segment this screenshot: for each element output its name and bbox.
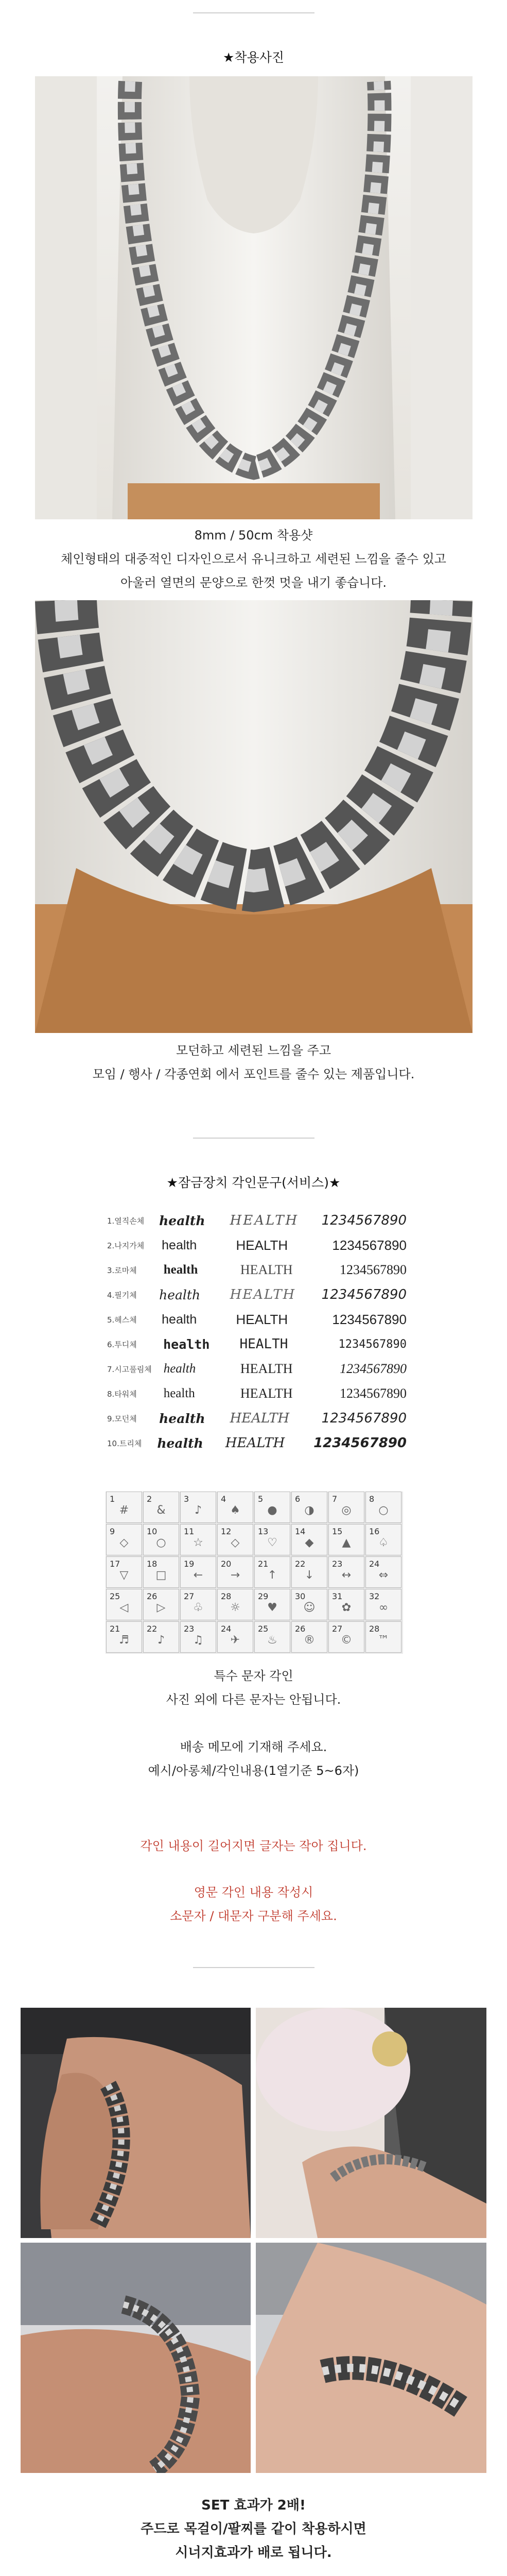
memo-line-1: 배송 메모에 기재해 주세요. [180, 1740, 327, 1754]
symbol-number: 8 [369, 1494, 375, 1504]
bracelet-photo-3 [21, 2243, 251, 2473]
sample-digits: 1234567890 [340, 1361, 407, 1376]
engraving-row [103, 1357, 407, 1381]
symbol-glyph: ⇔ [378, 1569, 389, 1582]
symbol-glyph: ▲ [342, 1536, 351, 1549]
sample-lower: health [163, 1336, 210, 1352]
font-number: 7.시고풀림체 [107, 1364, 152, 1374]
bracelet-photo-1 [21, 2008, 251, 2238]
font-number: 1.열직손체 [107, 1216, 145, 1226]
symbol-glyph: ● [267, 1504, 277, 1517]
caption-1-line-1: 8mm / 50cm 착용샷 [194, 528, 313, 543]
sample-digits: 1234567890 [321, 1411, 407, 1426]
symbol-number: 24 [369, 1559, 380, 1569]
symbol-cell [106, 1524, 142, 1555]
symbol-cell [254, 1524, 290, 1555]
symbol-cell [106, 1556, 142, 1588]
symbol-glyph: ♡ [267, 1536, 277, 1549]
symbol-glyph: ♨ [267, 1634, 277, 1647]
symbol-glyph: ✿ [341, 1601, 352, 1614]
symbol-glyph: ♪ [157, 1634, 165, 1647]
symbol-number: 25 [110, 1591, 120, 1601]
symbol-cell [328, 1524, 364, 1555]
engraving-table [103, 1208, 407, 1466]
sample-upper: HEALTH [230, 1213, 299, 1228]
engraving-row [103, 1406, 407, 1431]
symbol-cell [365, 1524, 401, 1555]
engraving-row [103, 1431, 407, 1455]
symbol-glyph: ♪ [194, 1504, 202, 1517]
symbol-number: 27 [332, 1624, 343, 1634]
symbol-number: 21 [258, 1559, 269, 1569]
symbol-cell [106, 1621, 142, 1653]
symbol-cell [217, 1621, 253, 1653]
symbol-cell [180, 1492, 216, 1523]
symbol-glyph: ▽ [119, 1569, 129, 1582]
symbol-glyph: ☺ [303, 1601, 316, 1614]
symbol-number: 10 [147, 1527, 158, 1536]
sample-digits: 1234567890 [321, 1287, 407, 1302]
sample-upper: HEALTH [240, 1386, 293, 1401]
symbol-glyph: ◇ [231, 1536, 240, 1549]
symbol-number: 26 [295, 1624, 306, 1634]
symbol-number: 21 [110, 1624, 120, 1634]
engraving-row [103, 1307, 407, 1332]
font-number: 6.투디체 [107, 1340, 137, 1349]
symbol-cell [254, 1556, 290, 1588]
symbol-cell [143, 1524, 179, 1555]
symbol-cell [328, 1621, 364, 1653]
font-number: 9.모던체 [107, 1414, 137, 1423]
sample-lower: health [163, 1362, 196, 1376]
symbol-glyph: & [156, 1504, 166, 1517]
symbol-glyph: ♥ [267, 1601, 277, 1614]
symbols-panel [106, 1492, 403, 1654]
symbol-cell [365, 1589, 401, 1620]
symbol-cell [291, 1589, 327, 1620]
sample-lower: health [163, 1263, 198, 1277]
symbol-glyph: ◆ [305, 1536, 314, 1549]
caption-1-line-2: 체인형태의 대중적인 디자인으로서 유니크하고 세련된 느낌을 줄수 있고 [61, 552, 446, 566]
bracelet-photo-4 [256, 2243, 486, 2473]
symbol-glyph: ▷ [156, 1601, 166, 1614]
symbol-glyph: ◑ [304, 1504, 314, 1517]
symbol-glyph: ♠ [230, 1504, 240, 1517]
symbol-number: 30 [295, 1591, 306, 1601]
symbol-number: 25 [258, 1624, 269, 1634]
symbol-cell [328, 1492, 364, 1523]
sample-digits: 1234567890 [332, 1311, 407, 1327]
symbol-number: 32 [369, 1591, 380, 1601]
sample-upper: HEALTH [230, 1411, 290, 1426]
symbol-number: 11 [184, 1527, 195, 1536]
symbol-cell [254, 1621, 290, 1653]
symbol-glyph: ♤ [378, 1536, 389, 1549]
engraving-title: ★잠금장치 각인문구(서비스)★ [166, 1175, 341, 1190]
section-title: ★착용사진 [222, 50, 284, 65]
symbol-glyph: ✈ [230, 1634, 240, 1647]
symbol-number: 28 [221, 1591, 232, 1601]
engraving-row [103, 1258, 407, 1282]
symbol-cell [254, 1492, 290, 1523]
bottom-divider [193, 1967, 314, 1968]
sample-digits: 1234567890 [338, 1337, 407, 1351]
symbol-glyph: ◇ [119, 1536, 129, 1549]
caption-1 [0, 523, 507, 595]
engraving-row [103, 1381, 407, 1406]
symbol-glyph: ○ [156, 1536, 166, 1549]
warn-line-2: 영문 각인 내용 작성시 [194, 1885, 313, 1900]
bracelet-photo-2 [256, 2008, 486, 2238]
symbol-number: 18 [147, 1559, 158, 1569]
font-number: 10.트리체 [107, 1438, 142, 1448]
symbol-number: 31 [332, 1591, 343, 1601]
set-line-3: 시너지효과가 배로 됩니다. [175, 2545, 332, 2561]
symbol-cell [180, 1621, 216, 1653]
symbol-number: 27 [184, 1591, 195, 1601]
sample-lower: health [157, 1435, 203, 1451]
symbol-cell [291, 1621, 327, 1653]
sample-digits: 1234567890 [321, 1213, 407, 1228]
symbol-number: 13 [258, 1527, 269, 1536]
necklace-photo-2 [35, 600, 473, 1033]
symbol-cell [291, 1524, 327, 1555]
symbol-number: 22 [295, 1559, 306, 1569]
symbol-glyph: ↔ [341, 1569, 352, 1582]
symbol-cell [106, 1492, 142, 1523]
symbol-number: 29 [258, 1591, 269, 1601]
symbol-number: 23 [332, 1559, 343, 1569]
sample-lower: health [159, 1287, 201, 1302]
caption-1-line-3: 아울러 열면의 문양으로 한껏 멋을 내기 좋습니다. [120, 575, 387, 590]
sample-lower: health [159, 1213, 205, 1228]
engraving-row [103, 1332, 407, 1357]
symbol-number: 20 [221, 1559, 232, 1569]
symbol-glyph: □ [155, 1569, 167, 1582]
symbol-glyph: ™ [378, 1634, 389, 1647]
engraving-row [103, 1233, 407, 1258]
caption-2 [0, 1039, 507, 1086]
font-number: 5.헤스체 [107, 1315, 137, 1325]
caption-2-line-1: 모던하고 세련된 느낌을 주고 [176, 1043, 331, 1058]
sample-upper: HEALTH [240, 1361, 293, 1376]
symbol-cell [217, 1556, 253, 1588]
symbol-number: 4 [221, 1494, 226, 1504]
symbol-glyph: ◁ [119, 1601, 129, 1614]
symbol-glyph: © [341, 1634, 352, 1647]
sample-lower: health [163, 1386, 195, 1400]
symbol-number: 12 [221, 1527, 232, 1536]
symbol-number: 9 [110, 1527, 115, 1536]
sample-upper: HEALTH [236, 1311, 288, 1327]
symbol-cell [365, 1621, 401, 1653]
sample-lower: health [159, 1411, 205, 1426]
sample-lower: health [162, 1238, 197, 1252]
symbol-cell [106, 1589, 142, 1620]
symbol-cell [143, 1589, 179, 1620]
symbol-number: 23 [184, 1624, 195, 1634]
symbol-glyph: ↓ [304, 1569, 314, 1582]
symbol-glyph: ♫ [193, 1634, 203, 1647]
sample-digits: 1234567890 [313, 1435, 407, 1451]
sample-upper: HEALTH [230, 1287, 296, 1302]
symbol-glyph: ♧ [193, 1601, 203, 1614]
symbol-cell [291, 1492, 327, 1523]
sample-upper: HEALTH [225, 1435, 285, 1451]
sample-lower: health [162, 1312, 197, 1327]
font-number: 8.타워체 [107, 1389, 137, 1399]
symbol-cell [217, 1524, 253, 1555]
sample-upper: HEALTH [236, 1237, 288, 1253]
special-title: 특수 문자 각인 [214, 1669, 293, 1683]
symbol-cell [328, 1556, 364, 1588]
symbol-number: 1 [110, 1494, 115, 1504]
sample-upper: HEALTH [240, 1262, 293, 1277]
symbol-number: 24 [221, 1624, 232, 1634]
symbol-glyph: # [119, 1504, 129, 1517]
warn-line-1: 각인 내용이 길어지면 글자는 작아 집니다. [140, 1839, 367, 1853]
warn-line-3: 소문자 / 대문자 구분해 주세요. [170, 1909, 337, 1923]
symbol-number: 7 [332, 1494, 338, 1504]
top-divider [193, 12, 314, 13]
symbol-number: 5 [258, 1494, 264, 1504]
symbol-number: 22 [147, 1624, 158, 1634]
symbol-glyph: ☆ [193, 1536, 203, 1549]
symbol-glyph: ○ [378, 1504, 389, 1517]
symbol-glyph: ☼ [230, 1601, 240, 1614]
special-sub: 사진 외에 다른 문자는 안됩니다. [166, 1692, 341, 1707]
symbol-glyph: ♬ [119, 1634, 129, 1647]
set-line-1: SET 효과가 2배! [201, 2498, 306, 2513]
symbol-number: 2 [147, 1494, 152, 1504]
necklace-photo-1 [35, 76, 473, 519]
symbol-number: 19 [184, 1559, 195, 1569]
symbol-cell [365, 1492, 401, 1523]
engraving-row [103, 1208, 407, 1233]
font-number: 2.나지가체 [107, 1241, 145, 1250]
sample-upper: HEALTH [239, 1336, 288, 1352]
engraving-divider [193, 1138, 314, 1139]
sample-digits: 1234567890 [340, 1386, 407, 1401]
symbol-number: 28 [369, 1624, 380, 1634]
symbol-cell [143, 1492, 179, 1523]
symbol-glyph: → [230, 1569, 240, 1582]
symbol-glyph: ∞ [378, 1601, 389, 1614]
sample-digits: 1234567890 [332, 1237, 407, 1253]
symbol-number: 15 [332, 1527, 343, 1536]
symbol-cell [143, 1556, 179, 1588]
set-line-2: 주드로 목걸이/팔찌를 같이 착용하시면 [141, 2521, 366, 2537]
symbol-number: 14 [295, 1527, 306, 1536]
symbol-number: 3 [184, 1494, 189, 1504]
symbol-glyph: ↑ [267, 1569, 277, 1582]
symbol-cell [328, 1589, 364, 1620]
caption-2-line-2: 모임 / 행사 / 각종연회 에서 포인트를 줄수 있는 제품입니다. [92, 1067, 415, 1081]
symbol-glyph: ← [193, 1569, 203, 1582]
symbol-cell [217, 1589, 253, 1620]
symbol-cell [365, 1556, 401, 1588]
symbol-cell [180, 1524, 216, 1555]
symbol-cell [143, 1621, 179, 1653]
symbol-number: 6 [295, 1494, 301, 1504]
symbol-cell [180, 1556, 216, 1588]
symbol-glyph: ◎ [341, 1504, 352, 1517]
symbol-glyph: ® [304, 1634, 315, 1647]
symbol-cell [254, 1589, 290, 1620]
symbol-number: 17 [110, 1559, 120, 1569]
font-number: 4.필기체 [107, 1290, 137, 1300]
symbol-cell [180, 1589, 216, 1620]
engraving-row [103, 1282, 407, 1307]
symbol-number: 26 [147, 1591, 158, 1601]
symbol-cell [217, 1492, 253, 1523]
sample-digits: 1234567890 [340, 1262, 407, 1277]
font-number: 3.로마체 [107, 1265, 137, 1275]
symbol-number: 16 [369, 1527, 380, 1536]
memo-line-2: 예시/아롱체/각인내용(1열기준 5~6자) [148, 1764, 359, 1778]
symbol-cell [291, 1556, 327, 1588]
